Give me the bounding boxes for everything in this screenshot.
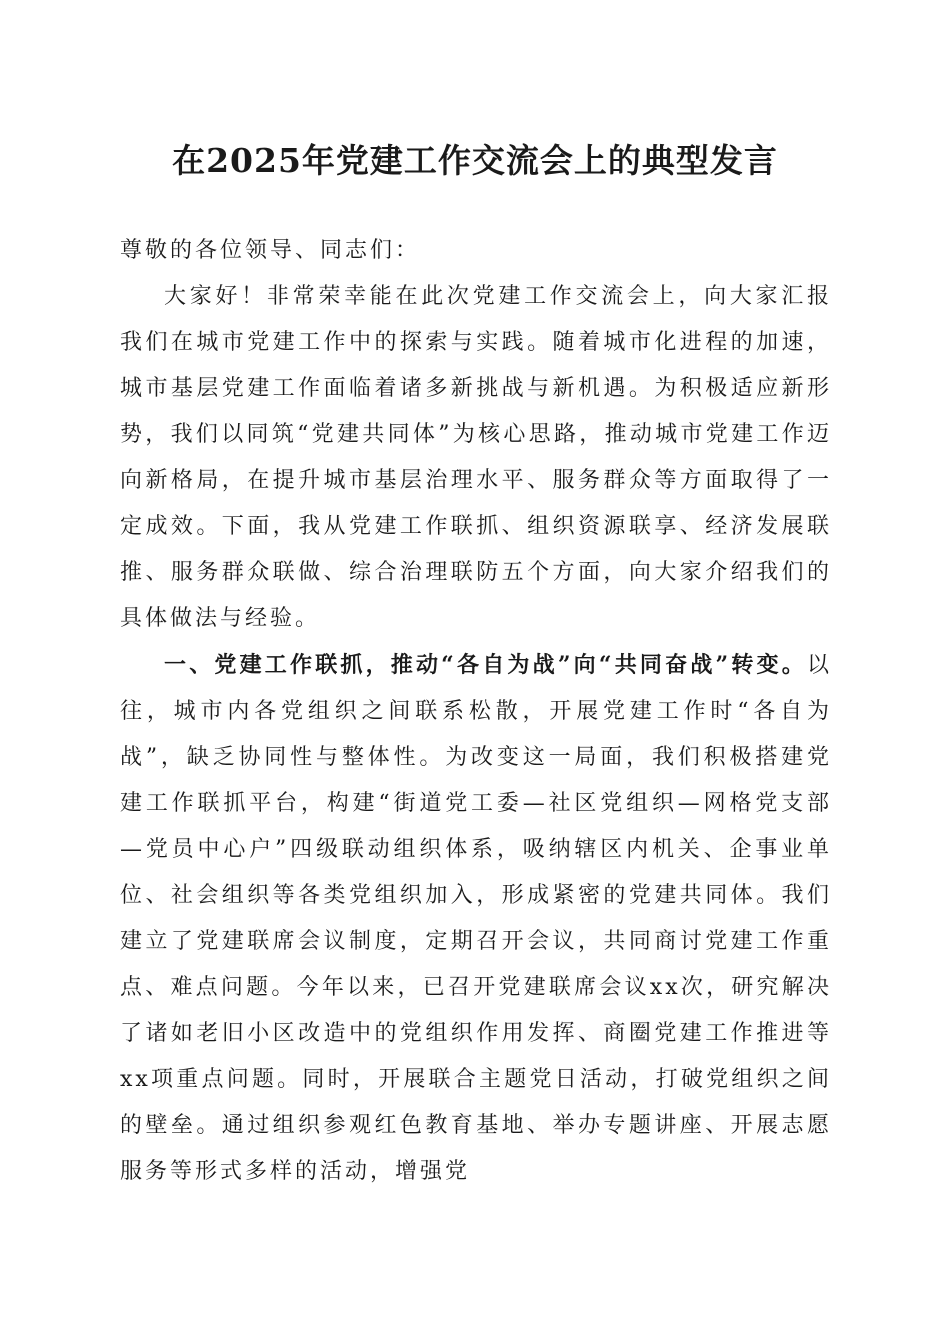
salutation: 尊敬的各位领导、同志们： bbox=[120, 238, 421, 263]
section-1-body: 以往，城市内各党组织之间联系松散，开展党建工作时“各自为战”，缺乏协同性与整体性。为改变这一局面，我们积极搭建党建工作联抓平台，构建“街道党工委—社区党组织—网格党支部—党员中心户”四级联动组织体系，吸纳辖区内机关、企事业单位、社会组织等各类党组织加入，形成紧密的党建共同体。我们建立了党建联席会议制度，定期召开会议，共同商讨党建工作重点、难点问题。今年以来，已召开党建联席会议xx次，研究解决了诸如老旧小区改造中的党组织作用发挥、商圈党建工作推进等xx项重点问题。同时，开展联合主题党日活动，打破党组织之间的壁垒。通过组织参观红色教育基地、举办专题讲座、开展志愿服务等形式多样的活动，增强党 bbox=[120, 653, 832, 1184]
document-title: 在2025年党建工作交流会上的典型发言 bbox=[172, 141, 778, 180]
paragraph-intro: 大家好！非常荣幸能在此次党建工作交流会上，向大家汇报我们在城市党建工作中的探索与实践。随着城市化进程的加速，城市基层党建工作面临着诸多新挑战与新机遇。为积极适应新形势，我们以同筑“党建共同体”为核心思路，推动城市党建工作迈向新格局，在提升城市基层治理水平、服务群众等方面取得了一定成效。下面，我从党建工作联抓、组织资源联享、经济发展联推、服务群众联做、综合治理联防五个方面，向大家介绍我们的具体做法与经验。 bbox=[120, 284, 832, 631]
paragraph-section-1 bbox=[120, 642, 832, 1195]
section-1-heading: 一、党建工作联抓，推动“各自为战”向“共同奋战”转变。 bbox=[164, 652, 807, 678]
document-body bbox=[120, 228, 832, 1195]
